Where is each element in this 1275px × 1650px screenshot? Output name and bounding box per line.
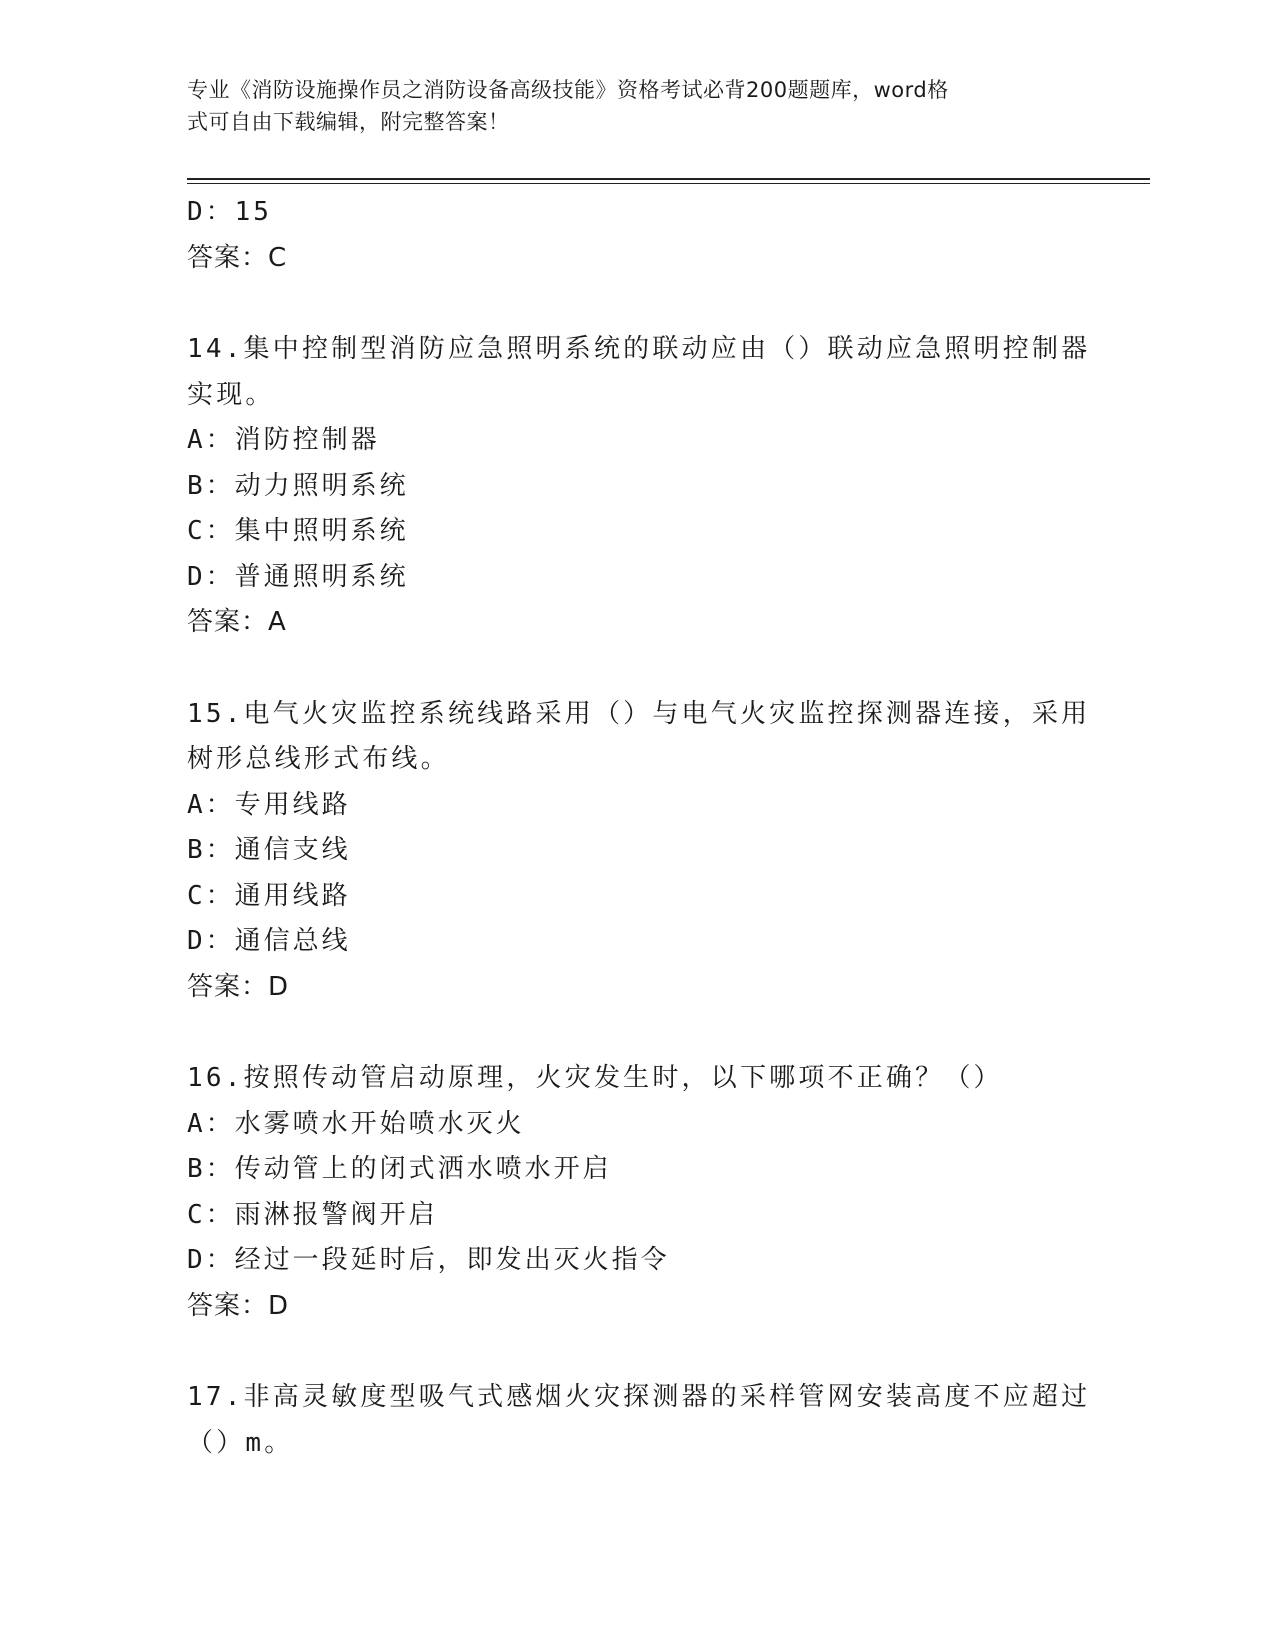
option-c: C：雨淋报警阀开启 bbox=[187, 1199, 438, 1230]
question-text-line-1: 16.按照传动管启动原理，火灾发生时，以下哪项不正确？（） bbox=[187, 1063, 1003, 1093]
option-c: C：集中照明系统 bbox=[187, 516, 409, 546]
answer-line: 答案：A bbox=[187, 607, 287, 637]
option-c: C：通用线路 bbox=[187, 880, 351, 911]
option-a: A：消防控制器 bbox=[187, 425, 380, 455]
question-text-line-2: （）m。 bbox=[187, 1427, 294, 1458]
option-a: A：水雾喷水开始喷水灭火 bbox=[187, 1108, 525, 1139]
page-header bbox=[187, 74, 1067, 138]
question-content bbox=[187, 190, 1091, 1466]
question-text-line-1: 14.集中控制型消防应急照明系统的联动应由（）联动应急照明控制器 bbox=[187, 334, 1091, 364]
option-d: D：普通照明系统 bbox=[187, 561, 409, 592]
spacer bbox=[187, 281, 1087, 327]
option-d: D：15 bbox=[187, 197, 272, 227]
spacer bbox=[187, 1010, 1087, 1056]
spacer bbox=[187, 1329, 1087, 1375]
question-text-line-1: 17.非高灵敏度型吸气式感烟火灾探测器的采样管网安装高度不应超过 bbox=[187, 1382, 1091, 1412]
option-d: D：经过一段延时后，即发出灭火指令 bbox=[187, 1245, 670, 1275]
option-b: B：动力照明系统 bbox=[187, 470, 409, 501]
question-14 bbox=[187, 327, 1091, 646]
question-16 bbox=[187, 1056, 1087, 1329]
spacer bbox=[187, 646, 1087, 692]
header-divider-thick bbox=[187, 178, 1150, 180]
option-a: A：专用线路 bbox=[187, 789, 351, 820]
question-17 bbox=[187, 1375, 1091, 1466]
question-text-line-2: 树形总线形式布线。 bbox=[187, 744, 450, 774]
header-title-line-1: 专业《消防设施操作员之消防设备高级技能》资格考试必背200题题库，word格 bbox=[187, 78, 949, 102]
option-b: B：通信支线 bbox=[187, 835, 351, 865]
option-b: B：传动管上的闭式洒水喷水开启 bbox=[187, 1154, 612, 1184]
answer-line: 答案：D bbox=[187, 971, 290, 1002]
header-title-line-2: 式可自由下载编辑，附完整答案！ bbox=[187, 110, 510, 134]
header-divider-thin bbox=[187, 183, 1150, 184]
answer-line: 答案：D bbox=[187, 1290, 290, 1321]
question-15 bbox=[187, 692, 1091, 1011]
question-text-line-2: 实现。 bbox=[187, 379, 275, 410]
answer-line: 答案：C bbox=[187, 242, 288, 273]
previous-question-tail bbox=[187, 190, 1087, 281]
question-text-line-1: 15.电气火灾监控系统线路采用（）与电气火灾监控探测器连接，采用 bbox=[187, 698, 1091, 729]
option-d: D：通信总线 bbox=[187, 926, 351, 956]
